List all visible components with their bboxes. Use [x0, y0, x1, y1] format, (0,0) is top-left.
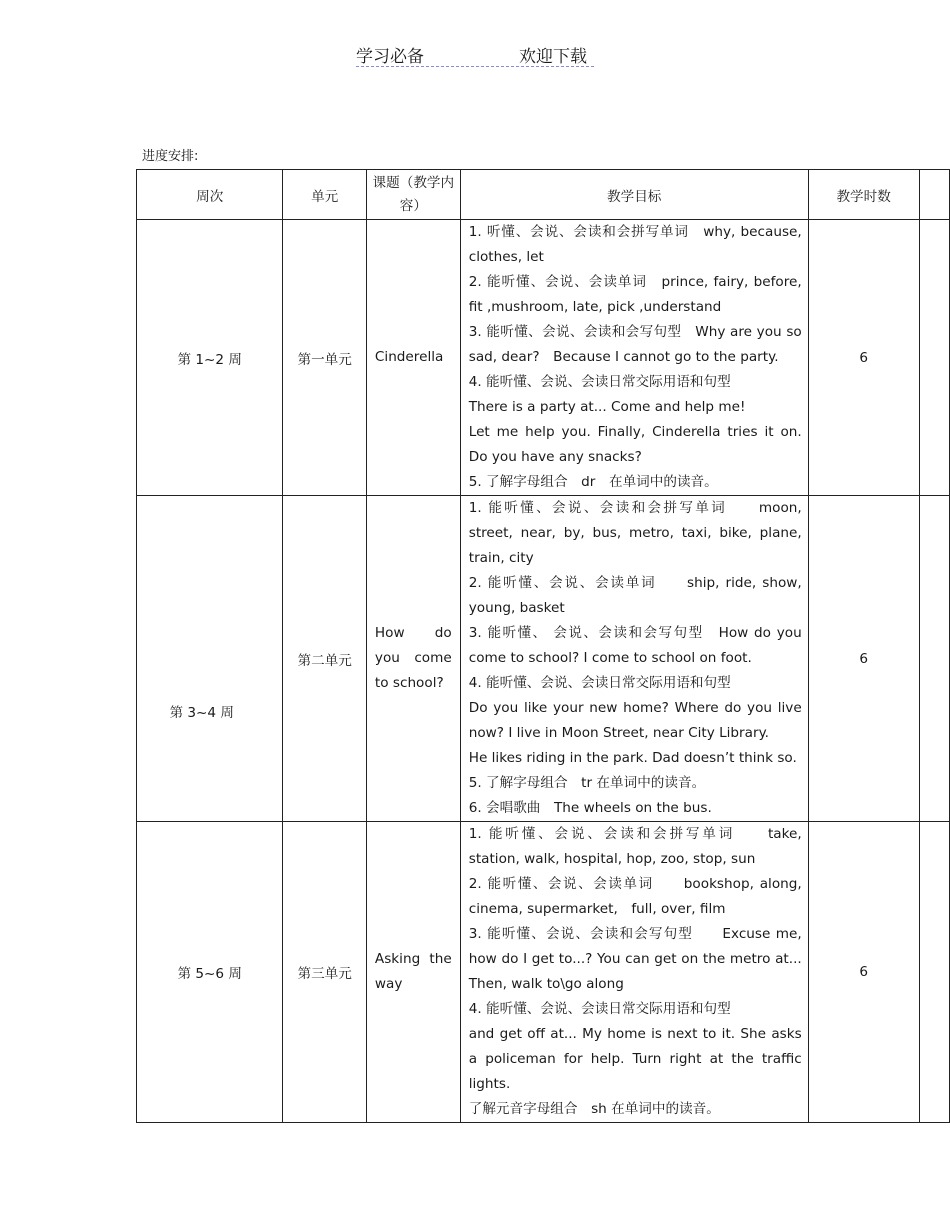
goal-line: There is a party at... Come and help me!: [468, 399, 746, 415]
table-row: [137, 822, 950, 1123]
week-cell: [137, 496, 283, 822]
goal-line: 1. 听懂、会说、会读和会拼写单词 why, because, clothes, let: [468, 224, 802, 265]
goal-line: 5. 了解字母组合 tr 在单词中的读音。: [468, 775, 706, 791]
topic-cell: Cinderella: [366, 220, 460, 496]
goal-line: Let me help you. Finally, Cinderella tries it on. Do you have any snacks?: [468, 424, 802, 465]
column-header-hours: 教学时数: [808, 170, 919, 220]
goal-line: Do you like your new home? Where do you live now? I live in Moon Street, near City Library.: [468, 700, 802, 741]
week-text: 第 3~4 周: [169, 704, 234, 721]
column-header-topic: 课题（教学内容）: [366, 170, 460, 220]
header-left-text: 学习必备: [356, 47, 424, 67]
goal-line: 2. 能听懂、会说、会读单词 prince, fairy, before, fit ,mushroom, late, pick ,understand: [468, 274, 802, 315]
table-header-row: [137, 170, 950, 220]
column-header-unit: 单元: [283, 170, 366, 220]
goal-line: 了解元音字母组合 sh 在单词中的读音。: [468, 1101, 720, 1117]
hours-cell: 6: [808, 220, 919, 496]
unit-cell: 第二单元: [283, 496, 366, 822]
unit-cell: 第三单元: [283, 822, 366, 1123]
goals-cell: [460, 822, 808, 1123]
topic-cell: Asking the way: [366, 822, 460, 1123]
goal-line: and get off at... My home is next to it. She asks a policeman for help. Turn right at the traffic lights.: [468, 1026, 802, 1092]
hours-cell: 6: [808, 496, 919, 822]
goal-line: 6. 会唱歌曲 The wheels on the bus.: [468, 800, 712, 816]
table-row: [137, 220, 950, 496]
extra-cell: [919, 822, 949, 1123]
goal-line: 1. 能听懂、会说、会读和会拼写单词 moon, street, near, by, bus, metro, taxi, bike, plane, train, city: [468, 500, 802, 566]
goal-line: 2. 能听懂、会说、会读单词 bookshop, along, cinema, supermarket, full, over, film: [468, 876, 802, 917]
table-row: [137, 496, 950, 822]
hours-cell: 6: [808, 822, 919, 1123]
unit-cell: 第一单元: [283, 220, 366, 496]
goal-line: 3. 能听懂、会说、会读和会写句型 Why are you so sad, dear? Because I cannot go to the party.: [468, 324, 802, 365]
week-cell: 第 1~2 周: [137, 220, 283, 496]
goal-line: 5. 了解字母组合 dr 在单词中的读音。: [468, 474, 718, 490]
goal-line: 4. 能听懂、会说、会读日常交际用语和句型: [468, 374, 731, 390]
column-header-week: 周次: [137, 170, 283, 220]
topic-cell: How do you come to school?: [366, 496, 460, 822]
goal-line: 2. 能听懂、会说、会读单词 ship, ride, show, young, basket: [468, 575, 802, 616]
goal-line: 3. 能听懂、 会说、会读和会写句型 How do you come to school? I come to school on foot.: [468, 625, 802, 666]
column-header-goals: 教学目标: [460, 170, 808, 220]
goal-line: 1. 能听懂、会说、会读和会拼写单词 take, station, walk, hospital, hop, zoo, stop, sun: [468, 826, 802, 867]
goal-line: 4. 能听懂、会说、会读日常交际用语和句型: [468, 1001, 731, 1017]
section-label: 进度安排:: [142, 149, 199, 164]
column-header-extra: [919, 170, 949, 220]
goal-line: He likes riding in the park. Dad doesn’t think so.: [468, 750, 797, 766]
goals-cell: [460, 496, 808, 822]
extra-cell: [919, 220, 949, 496]
goals-cell: [460, 220, 808, 496]
header-right-text: 欢迎下载: [519, 47, 587, 67]
week-cell: 第 5~6 周: [137, 822, 283, 1123]
goal-line: 3. 能听懂、会说、会读和会写句型 Excuse me, how do I get to...? You can get on the metro at... Then, walk to\go along: [468, 926, 802, 992]
extra-cell: [919, 496, 949, 822]
goal-line: 4. 能听懂、会说、会读日常交际用语和句型: [468, 675, 731, 691]
schedule-table: [136, 169, 950, 1123]
page-header: [356, 40, 594, 67]
